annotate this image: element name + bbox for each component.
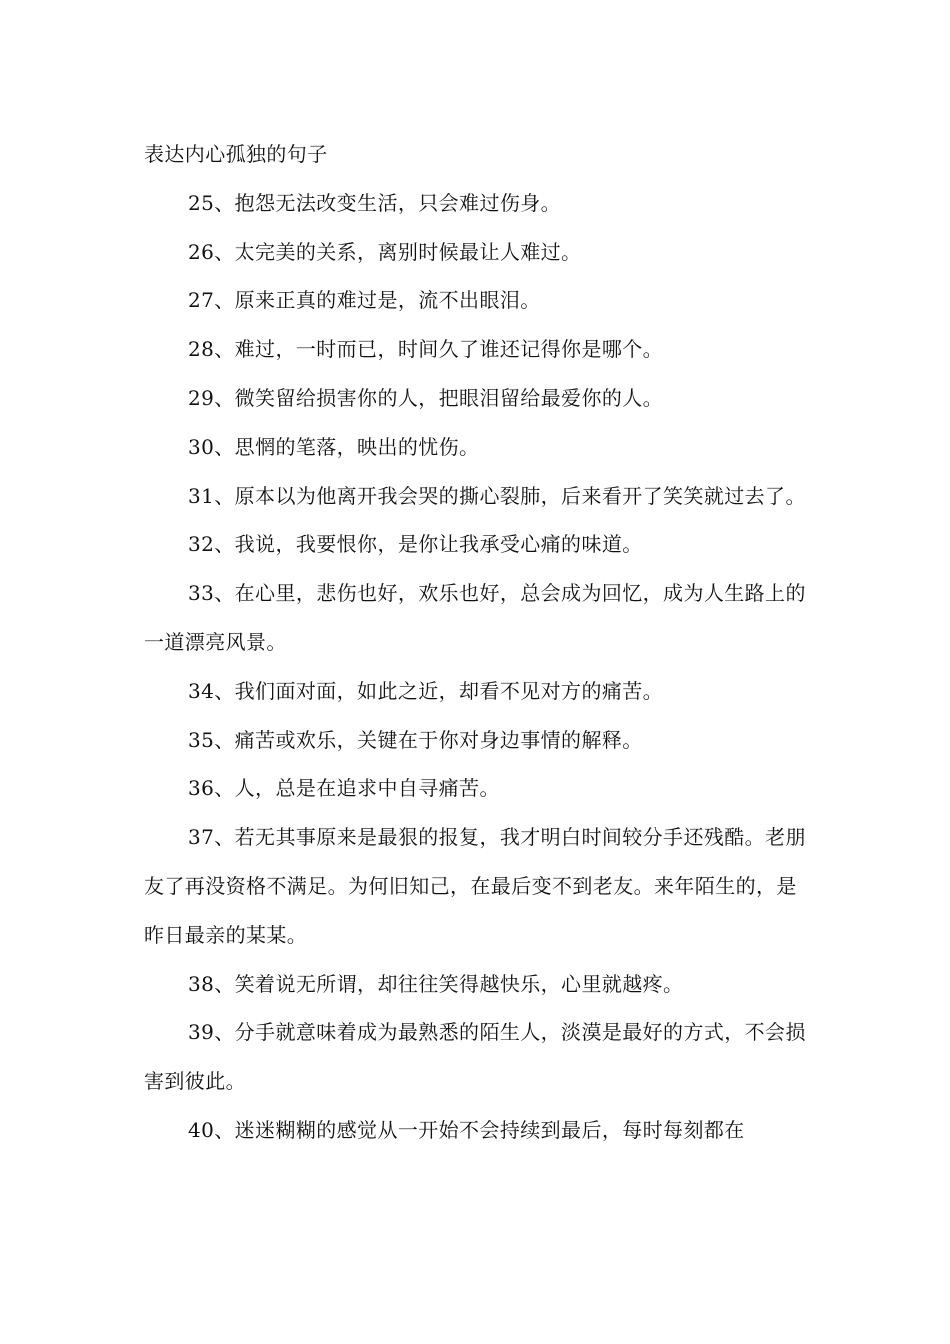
paragraph-30: 30、思惘的笔落，映出的忧伤。	[188, 434, 480, 459]
document-body	[144, 130, 814, 1155]
paragraph-35: 35、痛苦或欢乐，关键在于你对身边事情的解释。	[188, 727, 643, 752]
paragraph-36: 36、人，总是在追求中自寻痛苦。	[188, 776, 500, 801]
paragraph-29: 29、微笑留给损害你的人，把眼泪留给最爱你的人。	[188, 385, 664, 410]
paragraph-32: 32、我说，我要恨你，是你让我承受心痛的味道。	[188, 532, 643, 557]
paragraph-39: 39、分手就意味着成为最熟悉的陌生人，淡漠是最好的方式，不会损害到彼此。	[144, 1020, 806, 1094]
paragraph-25: 25、抱怨无法改变生活，只会难过伤身。	[188, 190, 562, 215]
paragraph-37: 37、若无其事原来是最狠的报复，我才明白时间较分手还残酷。老朋友了再没资格不满足。为何旧知己，在最后变不到老友。来年陌生的，是昨日最亲的某某。	[144, 825, 806, 947]
paragraph-28: 28、难过，一时而已，时间久了谁还记得你是哪个。	[188, 337, 664, 362]
paragraph-38: 38、笑着说无所谓，却往往笑得越快乐，心里就越疼。	[188, 971, 684, 996]
paragraph-33: 33、在心里，悲伤也好，欢乐也好，总会成为回忆，成为人生路上的一道漂亮风景。	[144, 581, 806, 654]
paragraph-26: 26、太完美的关系，离别时候最让人难过。	[188, 239, 582, 264]
paragraph-34: 34、我们面对面，如此之近，却看不见对方的痛苦。	[188, 678, 664, 703]
paragraph-27: 27、原来正真的难过是，流不出眼泪。	[188, 288, 541, 313]
paragraph-31: 31、原本以为他离开我会哭的撕心裂肺，后来看开了笑笑就过去了。	[188, 483, 806, 508]
paragraph-40: 40、迷迷糊糊的感觉从一开始不会持续到最后，每时每刻都在	[188, 1117, 745, 1142]
document-heading: 表达内心孤独的句子	[144, 142, 328, 166]
